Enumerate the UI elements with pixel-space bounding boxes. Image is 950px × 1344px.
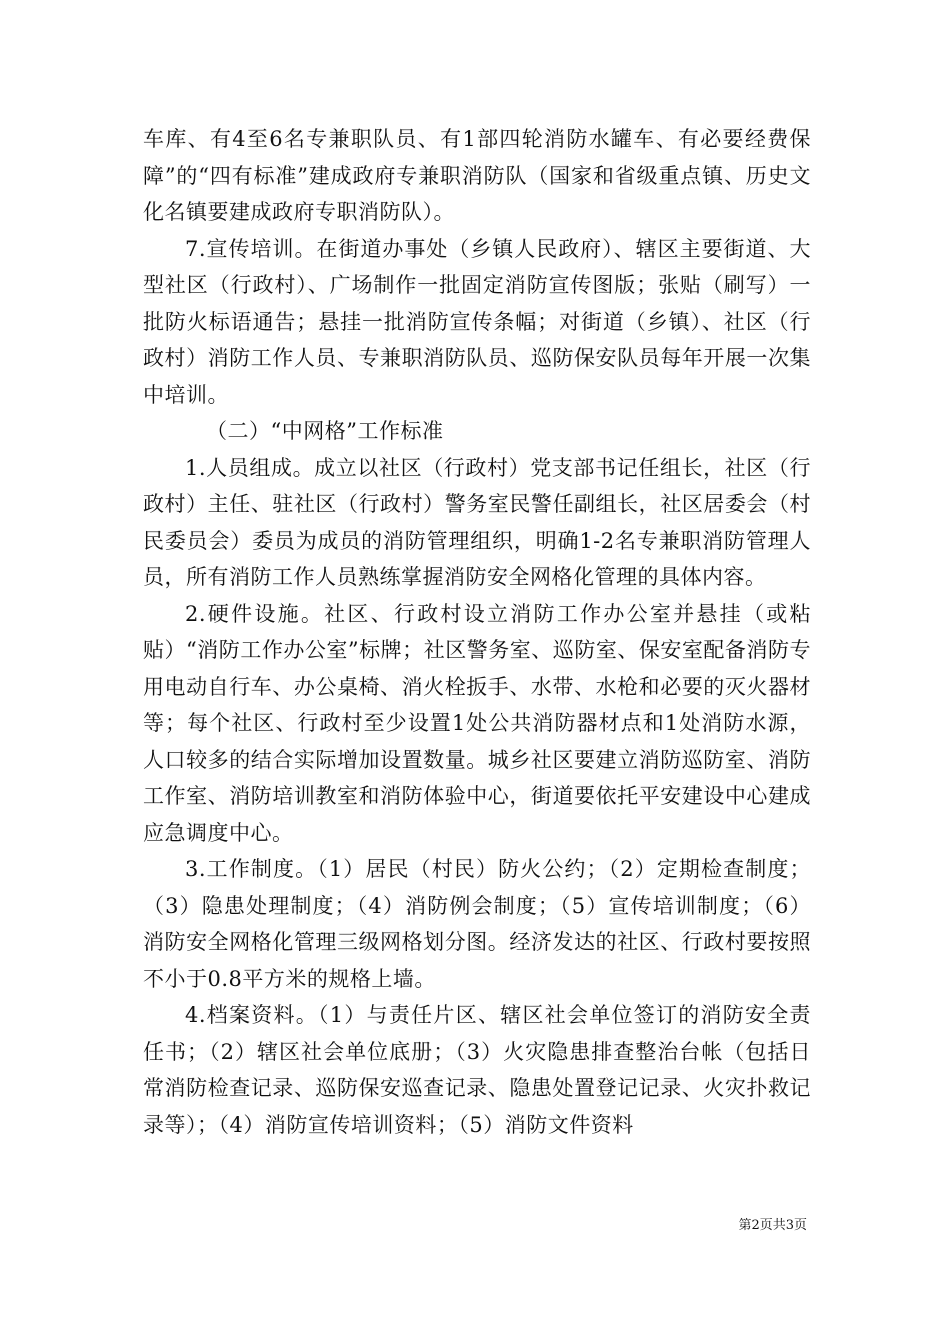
section-heading-middle-grid: （二）“中网格”工作标准 xyxy=(206,419,444,443)
paragraph-personnel: 1.人员组成。成立以社区（行政村）党支部书记任组长，社区（行政村）主任、驻社区（行政村）警务室民警任副组长，社区居委会（村民委员会）委员为成员的消防管理组织，明确1-2名专兼职消防管理人员，所有消防工作人员熟练掌握消防安全网格化管理的具体内容。 xyxy=(143,455,811,589)
page-number-footer: 第2页共3页 xyxy=(738,1218,807,1233)
paragraph-work-system: 3.工作制度。（1）居民（村民）防火公约；（2）定期检查制度；（3）隐患处理制度；（4）消防例会制度；（5）宣传培训制度；（6）消防安全网格化管理三级网格划分图。经济发达的社区、行政村要按照不小于0.8平方米的规格上墙。 xyxy=(143,857,811,991)
paragraph-hardware: 2.硬件设施。社区、行政村设立消防工作办公室并悬挂（或粘贴）“消防工作办公室”标牌；社区警务室、巡防室、保安室配备消防专用电动自行车、办公桌椅、消火栓扳手、水带、水枪和必要的灭火器材等；每个社区、行政村至少设置1处公共消防器材点和1处消防水源，人口较多的结合实际增加设置数量。城乡社区要建立消防巡防室、消防工作室、消防培训教室和消防体验中心，街道要依托平安建设中心建成应急调度中心。 xyxy=(143,601,811,845)
paragraph-archives: 4.档案资料。（1）与责任片区、辖区社会单位签订的消防安全责任书；（2）辖区社会单位底册；（3）火灾隐患排查整治台帐（包括日常消防检查记录、巡防保安巡查记录、隐患处置登记记录、火灾扑救记录等）；（4）消防宣传培训资料；（5）消防文件资料 xyxy=(143,1003,811,1137)
document-body xyxy=(143,121,811,1143)
paragraph-continuation: 车库、有4至6名专兼职队员、有1部四轮消防水罐车、有必要经费保障”的“四有标准”建成政府专兼职消防队（国家和省级重点镇、历史文化名镇要建成政府专职消防队）。 xyxy=(143,127,811,224)
paragraph-publicity-training: 7.宣传培训。在街道办事处（乡镇人民政府）、辖区主要街道、大型社区（行政村）、广场制作一批固定消防宣传图版；张贴（刷写）一批防火标语通告；悬挂一批消防宣传条幅；对街道（乡镇）、社区（行政村）消防工作人员、专兼职消防队员、巡防保安队员每年开展一次集中培训。 xyxy=(143,236,811,407)
